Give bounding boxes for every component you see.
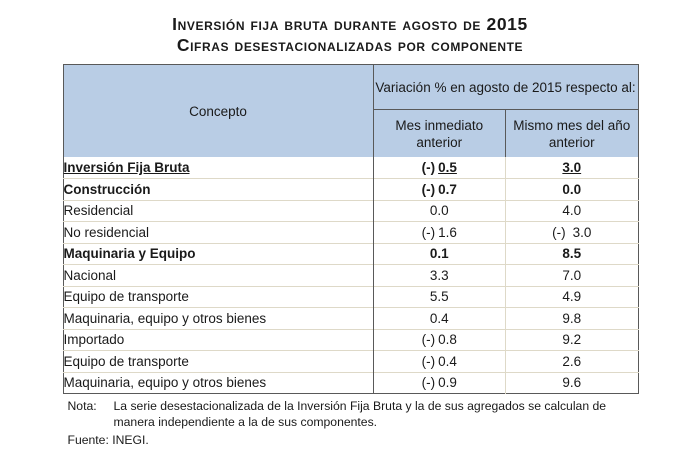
negative-sign: (-): [421, 353, 436, 369]
table-row: [63, 286, 638, 308]
negative-sign: (-): [421, 375, 436, 391]
value-number: 9.8: [562, 310, 582, 326]
value-number: 7.0: [562, 267, 582, 283]
value-mes-anterior: [373, 179, 506, 201]
header-mismo-mes-ano-anterior: Mismo mes del año anterior: [506, 110, 639, 157]
value-ano-anterior: [506, 222, 639, 244]
negative-sign: (-): [421, 160, 436, 175]
value-number: 4.9: [562, 289, 582, 305]
title-line-2: Cifras desestacionalizadas por componente: [176, 35, 524, 55]
row-label-text: Maquinaria, equipo y otros bienes: [63, 375, 267, 391]
row-label: [63, 179, 373, 201]
negative-sign: (-): [421, 181, 436, 197]
row-label: [63, 372, 373, 394]
value-number: 0.5: [438, 160, 457, 175]
value-mes-anterior: [373, 200, 506, 222]
table-row: [63, 243, 638, 265]
row-label-text: Maquinaria y Equipo: [63, 246, 196, 262]
value-number: 3.3: [429, 267, 449, 283]
row-label-text: Construcción: [63, 181, 151, 197]
header-variacion: Variación % en agosto de 2015 respecto al:: [373, 65, 638, 110]
value-ano-anterior: [506, 179, 639, 201]
row-label-text: No residencial: [63, 224, 150, 240]
value-number: 9.6: [562, 375, 582, 391]
value-ano-anterior: [506, 265, 639, 287]
value-number: 0.4: [429, 310, 449, 326]
value-mes-anterior: [373, 286, 506, 308]
row-label-text: Inversión Fija Bruta: [63, 160, 190, 175]
note-text: La serie desestacionalizada de la Inversión Fija Bruta y la de sus agregados se calculan de manera independiente a la de sus componentes.: [113, 399, 607, 429]
value-mes-anterior: [373, 243, 506, 265]
value-ano-anterior: [506, 329, 639, 351]
source-text: Fuente: INEGI.: [67, 433, 149, 447]
title-line-1: Inversión fija bruta durante agosto de 2015: [172, 14, 528, 34]
row-label: [63, 200, 373, 222]
value-number: 0.1: [429, 246, 449, 262]
value-ano-anterior: [506, 308, 639, 330]
table-header: [63, 65, 638, 158]
investment-table: [63, 64, 639, 394]
note-row: [58, 399, 643, 430]
row-label-text: Maquinaria, equipo y otros bienes: [63, 310, 267, 326]
value-mes-anterior: [373, 308, 506, 330]
value-number: 9.2: [562, 332, 582, 348]
value-number: 3.0: [562, 160, 582, 175]
table-row: [63, 372, 638, 394]
table-body: [63, 157, 638, 394]
value-mes-anterior: [373, 222, 506, 244]
value-number: 3.0: [572, 224, 592, 240]
value-ano-anterior: [506, 351, 639, 373]
row-label: [63, 286, 373, 308]
value-ano-anterior: [506, 372, 639, 394]
value-number: 0.4: [438, 353, 457, 369]
row-label-text: Equipo de transporte: [63, 353, 189, 369]
row-label: [63, 329, 373, 351]
row-label: [63, 243, 373, 265]
table-footnotes: [58, 399, 643, 449]
table-header-row-1: [63, 65, 638, 110]
table-row: [63, 222, 638, 244]
value-number: 5.5: [429, 289, 449, 305]
value-mes-anterior: [373, 372, 506, 394]
table-row: [63, 351, 638, 373]
value-number: 0.7: [438, 181, 457, 197]
row-label: [63, 157, 373, 179]
table-row: [63, 157, 638, 179]
value-number: 8.5: [562, 246, 582, 262]
value-number: 0.0: [429, 203, 449, 219]
row-label: [63, 265, 373, 287]
value-number: 0.0: [562, 181, 582, 197]
row-label-text: Importado: [63, 332, 125, 348]
page-title: [0, 0, 700, 56]
value-ano-anterior: [506, 243, 639, 265]
table-row: [63, 265, 638, 287]
value-number: 0.9: [438, 375, 457, 391]
value-number: 0.8: [438, 332, 457, 348]
value-ano-anterior: [506, 200, 639, 222]
value-number: 2.6: [562, 353, 582, 369]
table-row: [63, 308, 638, 330]
value-number: 1.6: [438, 224, 457, 240]
note-label: Nota:: [67, 399, 97, 413]
value-mes-anterior: [373, 329, 506, 351]
negative-sign: (-): [421, 332, 436, 348]
value-number: 4.0: [562, 203, 582, 219]
value-ano-anterior: [506, 157, 639, 179]
negative-sign: (-): [421, 224, 436, 240]
value-mes-anterior: [373, 351, 506, 373]
data-table-container: [63, 64, 638, 394]
table-row: [63, 329, 638, 351]
value-mes-anterior: [373, 265, 506, 287]
row-label-text: Nacional: [63, 267, 117, 283]
row-label-text: Residencial: [63, 203, 134, 219]
row-label: [63, 308, 373, 330]
source-row: [58, 433, 643, 449]
row-label-text: Equipo de transporte: [63, 289, 189, 305]
value-mes-anterior: [373, 157, 506, 179]
value-ano-anterior: [506, 286, 639, 308]
table-row: [63, 200, 638, 222]
row-label: [63, 351, 373, 373]
row-label: [63, 222, 373, 244]
table-row: [63, 179, 638, 201]
negative-sign: (-): [552, 224, 566, 240]
header-mes-inmediato-anterior: Mes inmediato anterior: [373, 110, 506, 157]
header-concepto: Concepto: [63, 65, 373, 158]
